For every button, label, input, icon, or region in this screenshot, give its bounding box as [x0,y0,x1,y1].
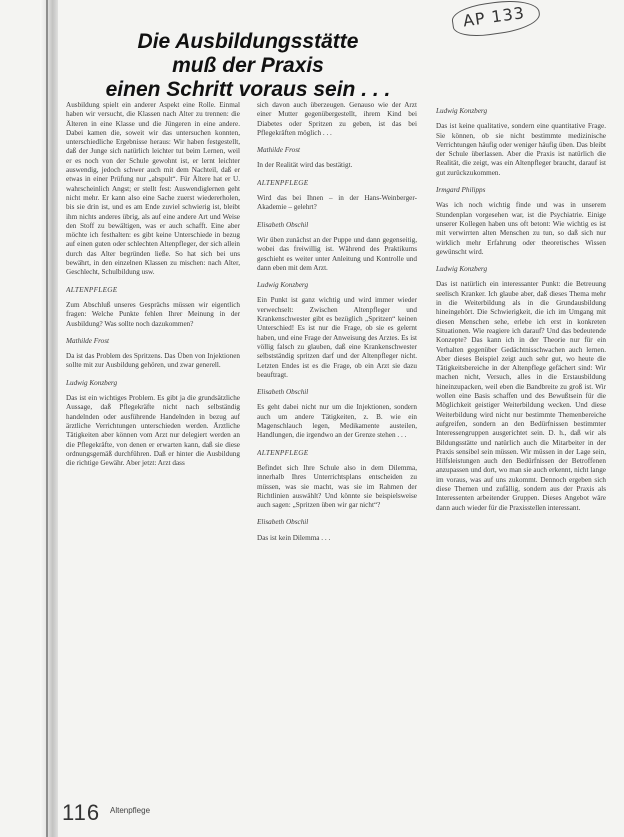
paragraph: Da ist das Problem des Spritzens. Das Üben von Injektionen sollte mit zur Ausbildung gehören, und zwar generell. [66,352,240,370]
stamp-text: AP 133 [461,3,527,31]
speaker-name: Ludwig Konzberg [66,378,118,387]
paragraph: Ein Punkt ist ganz wichtig und wird immer wieder verwechselt: Zwischen Altenpfleger und Krankenschwester gibt es bezüglich „Spritzen“ keinen Unterschied! Es ist nur die Frage, ob sie es gelernt haben, und eine Frage der Anweisung des Arztes. Es ist völlig falsch zu glauben, daß eine Krankenschwester selbstständig spritzen darf und der Altenpfleger nicht. Letzten Endes ist es die Frage, ob ein Arzt sie dazu beauftragt. [257,296,417,379]
paragraph: Das ist keine qualitative, sondern eine quantitative Frage. Sie können, ob sie nicht bestimmte medizinische Verrichtungen häufig oder weniger häufig üben. Das bleibt der Schule überlassen. Aber die Praxis ist natürlich die Realität, die zeigt, was ein Altenpfleger braucht, darauf ist gut zurückzukommen. [436,122,606,177]
speaker-name: Ludwig Konzberg [436,107,488,115]
paragraph: Wir üben zunächst an der Puppe und dann gegenseitig, wobei das freiwillig ist. Während des Praktikums geschieht es weiter unter Anleitung und Kontrolle und dann eben mit dem Arzt. [257,235,417,272]
interviewer-label: ALTENPFLEGE [257,178,309,187]
title-line-3: einen Schritt voraus sein . . . [105,78,391,101]
text-column-1 [66,101,240,793]
paragraph: Wird das bei Ihnen – in der Hans-Weinberger-Akademie – gelehrt? [257,194,417,212]
paragraph: Das ist ein wichtiges Problem. Es gibt ja die grundsätzliche Aussage, daß Pflegekräfte nicht nach selbständig handelnden oder ausführende Handelnden in bezug auf ärztliche Verrichtungen unterschieden werden. Ärztliche Tätigkeiten aber können vom Arzt nur delegiert werden an die Pflegekräfte, von denen er erwarten kann, daß sie diese ordnungsgemäß durchführen. Daß er hinter die Ausbildung die richtige Gewähr. Aber jetzt: Arzt dass [66,394,240,468]
title-line-2: muß der Praxis [172,54,324,77]
page-number: 116 [62,800,101,825]
archive-stamp [450,0,542,40]
paragraph: Befindet sich Ihre Schule also in dem Dilemma, innerhalb Ihres Unterrichtsplans entscheiden zu müssen, was sie macht, was sie im Rahmen der Richtlinien auswählt? Und könnte sie beispielsweise auch sagen: „Spritzen üben wir gar nicht“? [257,463,417,510]
paragraph: Was ich noch wichtig finde und was in unserem Stundenplan vorgesehen war, ist die Psychiatrie. Einige unserer Kollegen haben uns oft betont: Wie wichtig es ist mit verwirrten alten Menschen zu tun, so daß sich nur wirklich mehr Erfahrung oder theoretisches Wissen gewünscht wird. [436,201,606,256]
paragraph: sich davon auch überzeugen. Genauso wie der Arzt einer Mutter gegenübergestellt, ihrem Kind bei Diabetes oder Spritzen zu geben, ist das bei Pflegekräften möglich . . . [257,101,417,137]
interviewer-label: ALTENPFLEGE [66,285,118,294]
paragraph: Zum Abschluß unseres Gesprächs müssen wir eigentlich fragen: Welche Punkte fehlen Ihrer Meinung in der Ausbildung? Was sollte noch dazukommen? [66,300,240,328]
text-column-2 [257,101,417,791]
paragraph: Ausbildung spielt ein anderer Aspekt eine Rolle. Einmal haben wir versucht, die Klassen nach Alter zu trennen: die Älteren in eine Klasse und die Jüngeren in eine andere. Dabei kamen die, soweit wir das untersuchen konnten, unterschiedliche Ergebnisse heraus: Wir haben festgestellt, daß der Junge sich natürlich leichter tut beim Lernen, weil er es noch von der Schule gewohnt ist, er lernt leichter auswendig, jedoch schwer auch mit dem Nachteil, daß er etwas in einer Prüfung nur „abspult“. Für Ältere hat er U. wahrscheinlich Angst; er stellt fest: Auswendiglernen geht nicht mehr. Er kann also eine Sache zuerst wiedererholen, bis sie drin ist, und es am Ende zuviel schwierig ist, bleibt ihm nichts anderes übrig, als auf eine andere Art und Weise den Stoff zu bewältigen, was er auch schafft. Eine aber möchte ich festhalten: es gibt keine Unterschiede in bezug auf einen guten oder schlechten Altenpfleger, der sich allein durch das Alter begründen ließe. So hat sich bei uns bewährt, in den einzelnen Klassen zu mischen: nach Alter, Geschlecht, Schulbildung usw. [66,101,240,277]
speaker-name: Irmgard Philipps [436,186,486,195]
speaker-name: Mathilde Frost [257,146,301,155]
interviewer-label: ALTENPFLEGE [257,448,309,457]
text-column-3 [436,101,606,791]
paragraph: Das ist natürlich ein interessanter Punkt: die Betreuung seelisch Kranker. Ich glaube aber, daß dieses Thema mehr in die Weiterbildung als in die Grundausbildung hineingehört. Die Schwierigkeit, die ich im Umgang mit diesen Menschen sehe, erlebe ich erst in konkreten Situationen. Wie reagiere ich darauf? Und das bedeutende Konzepte? Das kann ich in der Theorie nur für ein Verhalten gegenüber Gedächtnisschwachen auch lernen. Aber dieses Beispiel zeigt auch sehr gut, wo heute die Tätigkeitsbereiche in der Altenpflege gefächert sind: Wir machen nicht, Versuch, alles in die Erstausbildung hineinzupacken, weil eben die Bandbreite zu groß ist. Wir wollen eine Basis schaffen und des Bewußtsein für die Möglichkeit geistiger Weiterbildung wecken. Und diese Weiterbildung wird nicht nur bestimmte Themenbereiche aufgreifen, sondern an den Bedürfnissen bestimmter Interessengruppen ausgerichtet sein. D. h., daß wir als Bildungsstätte und natürlich auch die Mitarbeiter in der Praxis sensibel sein müssen. Wir müssen in der Lage sein, Hilfsleistungen auch den Bedürfnissen der Betroffenen anzupassen und dort, wo man sie auch erkennt, nicht lange im voraus, was auf uns zukommt. Dennoch ergeben sich diese Themen und zufällig, sondern aus der Praxis als Interessenten arbeitender Gruppen. Dieses Angebot wäre dann auch wieder für die Praxisstellen interessant. [436,280,606,512]
page-footer [62,800,262,830]
paragraph: Es geht dabei nicht nur um die Injektionen, sondern auch um andere Tätigkeiten, z. B. wie ein Magenschlauch legen, Medikamente austeilen, Handlungen, die irgendwo an der Grenze stehen . . . [257,403,417,440]
speaker-name: Ludwig Konzberg [257,281,309,290]
article-title [62,30,434,102]
magazine-name: Altenpflege [110,806,151,815]
binding-edge [46,0,48,837]
speaker-name: Elisabeth Obschil [257,388,309,397]
paragraph: Das ist kein Dilemma . . . [257,533,331,542]
binding-shadow [40,0,58,837]
speaker-name: Elisabeth Obschil [257,518,309,527]
speaker-name: Ludwig Konzberg [436,265,488,274]
title-line-1: Die Ausbildungsstätte [137,30,359,53]
speaker-name: Mathilde Frost [66,336,110,345]
paragraph: In der Realität wird das bestätigt. [257,161,353,170]
speaker-name: Elisabeth Obschil [257,220,309,229]
